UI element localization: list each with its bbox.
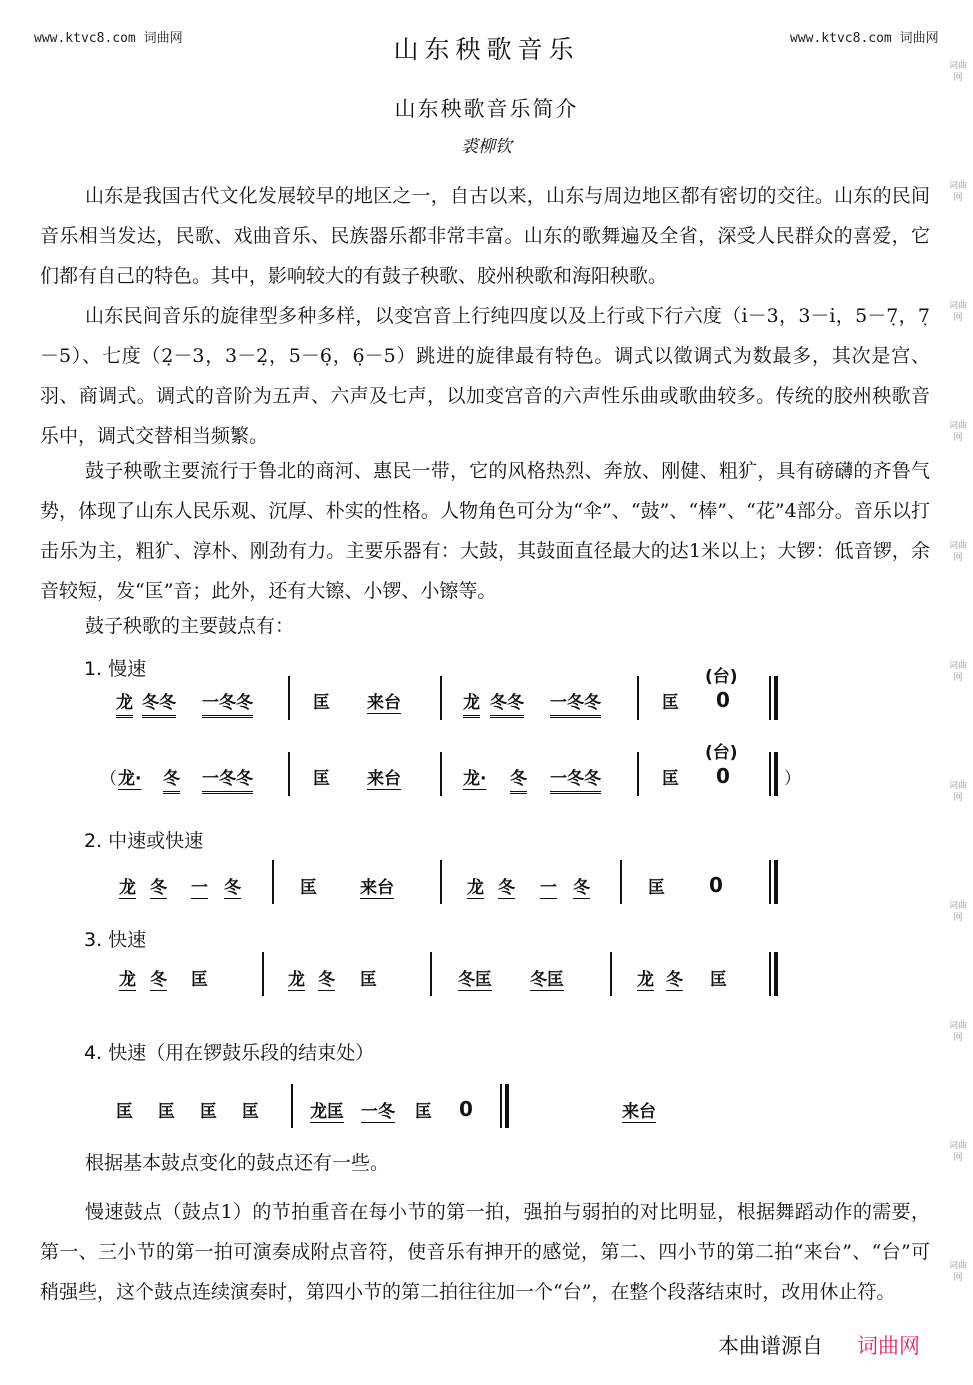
- beat-yidong: 一冬: [361, 1102, 395, 1122]
- beat-laitai: 来台: [367, 769, 401, 789]
- beat-kuang: 匡: [200, 1102, 217, 1122]
- beat-dong: 冬: [666, 970, 683, 990]
- section-label-slow: 1. 慢速: [84, 658, 147, 680]
- site-watermark-right: www.ktvc8.com 词曲网: [790, 31, 939, 46]
- side-watermark: 词曲网: [948, 301, 967, 323]
- beat-long: 龙: [119, 970, 136, 990]
- beat-yi: 一: [540, 878, 557, 898]
- open-paren: （: [100, 769, 117, 789]
- barline: [288, 676, 290, 720]
- paragraph-intro: 山东是我国古代文化发展较早的地区之一，自古以来，山东与周边地区都有密切的交往。山东的民间音乐相当发达，民歌、戏曲音乐、民族器乐都非常丰富。山东的歌舞遍及全省，深受人民群众的喜爱，它们都有自己的特色。其中，影响较大的有鼓子秧歌、胶州秧歌和海阳秧歌。: [40, 185, 930, 287]
- beat-yidongdong: 一冬冬: [202, 764, 253, 794]
- beat-kuang: 匡: [360, 970, 377, 990]
- side-watermark: 词曲网: [948, 661, 967, 683]
- beat-dong: 冬: [318, 970, 335, 990]
- author-name: 裘柳钦: [461, 137, 512, 157]
- source-note: 本曲谱源自: [718, 1334, 823, 1358]
- article-title: 山东秧歌音乐简介: [394, 97, 579, 121]
- side-watermark: 词曲网: [948, 1141, 967, 1163]
- side-watermark: 词曲网: [948, 1021, 967, 1043]
- paragraph-melody: 山东民间音乐的旋律型多种多样，以变宫音上行纯四度以及上行或下行六度（i̇－3，3－i̇，5－7̣，7̣－5）、七度（2̣－3，3－2̣，5－6̣，6̣－5）跳进的旋律最有特色。调式以徵调式为数最多，其次是宫、羽、商调式。调式的音阶为五声、六声及七声，以加变宫音的六声性乐曲或歌曲较多。传统的胶州秧歌音乐中，调式交替相当频繁。: [40, 305, 930, 447]
- beat-dongdong: 冬冬: [490, 688, 524, 718]
- barline: [637, 676, 639, 720]
- beat-kuang: 匡: [710, 970, 727, 990]
- beat-longkuang: 龙匡: [310, 1102, 344, 1122]
- beat-dong: 冬: [573, 878, 590, 898]
- section-label-ending: 4. 快速（用在锣鼓乐段的结束处）: [84, 1042, 375, 1064]
- barline: [262, 952, 264, 996]
- beat-kuang: 匡: [300, 878, 317, 898]
- beat-kuang: 匡: [662, 769, 679, 789]
- source-brand-link[interactable]: 词曲网: [857, 1334, 920, 1358]
- side-watermark: 词曲网: [948, 181, 967, 203]
- paragraph-guzi-yangge: 鼓子秧歌主要流行于鲁北的商河、惠民一带，它的风格热烈、奔放、刚健、粗犷，具有磅礴的齐鲁气势，体现了山东人民乐观、沉厚、朴实的性格。人物角色可分为“伞”、“鼓”、“棒”、“花”4部分。音乐以打击乐为主，粗犷、淳朴、刚劲有力。主要乐器有：大鼓，其鼓面直径最大的达1米以上；大锣：低音锣，余音较短，发“匡”音；此外，还有大镲、小锣、小镲等。: [40, 460, 930, 602]
- beat-dong: 冬: [150, 970, 167, 990]
- beat-kuang: 匡: [158, 1102, 175, 1122]
- final-barline: [769, 752, 778, 796]
- beat-dong: 冬: [498, 878, 515, 898]
- side-watermark: 词曲网: [948, 541, 967, 563]
- beat-kuang: 匡: [648, 878, 665, 898]
- beat-yidongdong: 一冬冬: [550, 688, 601, 718]
- paragraph-slow-beat: 慢速鼓点（鼓点1）的节拍重音在每小节的第一拍，强拍与弱拍的对比明显，根据舞蹈动作的需要，第一、三小节的第一拍可演奏成附点音符，使音乐有抻开的感觉，第二、四小节的第二拍“来台”、“台”可稍强些，这个鼓点连续演奏时，第四小节的第二拍往往加一个“台”，在整个段落结束时，改用休止符。: [40, 1201, 930, 1303]
- beat-kuang: 匡: [313, 693, 330, 713]
- paragraph-variations: 根据基本鼓点变化的鼓点还有一些。: [85, 1152, 390, 1174]
- beat-laitai: 来台: [360, 878, 394, 898]
- beat-yi: 一: [191, 878, 208, 898]
- beat-long: 龙: [463, 688, 480, 718]
- rest-zero: 0: [709, 873, 723, 897]
- barline: [291, 1084, 293, 1128]
- optional-tai: (台): [705, 743, 738, 763]
- beat-kuang: 匡: [242, 1102, 259, 1122]
- site-watermark-left: www.ktvc8.com 词曲网: [34, 31, 183, 46]
- beat-long: 龙: [637, 970, 654, 990]
- beat-dongdong: 冬冬: [142, 688, 176, 718]
- final-barline: [769, 860, 778, 904]
- barline: [620, 860, 622, 904]
- rest-zero: 0: [716, 688, 730, 712]
- beat-long: 龙: [116, 688, 133, 718]
- beat-yidongdong: 一冬冬: [550, 764, 601, 794]
- beat-long: 龙: [288, 970, 305, 990]
- side-watermark: 词曲网: [948, 61, 967, 83]
- final-barline: [769, 952, 778, 996]
- beat-yidongdong: 一冬冬: [202, 688, 253, 718]
- beat-long: 龙: [467, 878, 484, 898]
- rest-zero: 0: [716, 764, 730, 788]
- beat-kuang: 匡: [191, 970, 208, 990]
- barline: [610, 952, 612, 996]
- final-barline: [500, 1084, 509, 1128]
- rest-zero: 0: [459, 1097, 473, 1121]
- section-label-fast: 3. 快速: [84, 929, 147, 951]
- beat-kuang: 匡: [415, 1102, 432, 1122]
- beat-kuang: 匡: [662, 693, 679, 713]
- final-barline: [769, 676, 778, 720]
- side-watermark: 词曲网: [948, 781, 967, 803]
- beat-dong: 冬: [150, 878, 167, 898]
- beat-long-dotted: 龙·: [118, 769, 142, 789]
- side-watermark: 词曲网: [948, 421, 967, 443]
- close-paren: ）: [784, 769, 801, 789]
- barline: [440, 860, 442, 904]
- paragraph-beats-intro: 鼓子秧歌的主要鼓点有：: [85, 615, 295, 637]
- beat-kuang: 匡: [313, 769, 330, 789]
- side-watermark: 词曲网: [948, 1261, 967, 1283]
- beat-dong: 冬: [510, 764, 527, 794]
- barline: [440, 676, 442, 720]
- barline: [440, 752, 442, 796]
- side-watermark: 词曲网: [948, 901, 967, 923]
- page-title: 山东秧歌音乐: [393, 35, 580, 64]
- beat-dongkuang: 冬匡: [458, 970, 492, 990]
- beat-dongkuang: 冬匡: [530, 970, 564, 990]
- beat-long-dotted: 龙·: [463, 769, 487, 789]
- beat-kuang: 匡: [116, 1102, 133, 1122]
- optional-tai: (台): [705, 667, 738, 687]
- beat-dong: 冬: [224, 878, 241, 898]
- beat-long: 龙: [119, 878, 136, 898]
- section-label-medium-fast: 2. 中速或快速: [84, 830, 204, 852]
- barline: [637, 752, 639, 796]
- beat-laitai: 来台: [367, 693, 401, 713]
- beat-laitai: 来台: [622, 1102, 656, 1122]
- barline: [288, 752, 290, 796]
- barline: [430, 952, 432, 996]
- barline: [272, 860, 274, 904]
- beat-dong: 冬: [163, 764, 180, 794]
